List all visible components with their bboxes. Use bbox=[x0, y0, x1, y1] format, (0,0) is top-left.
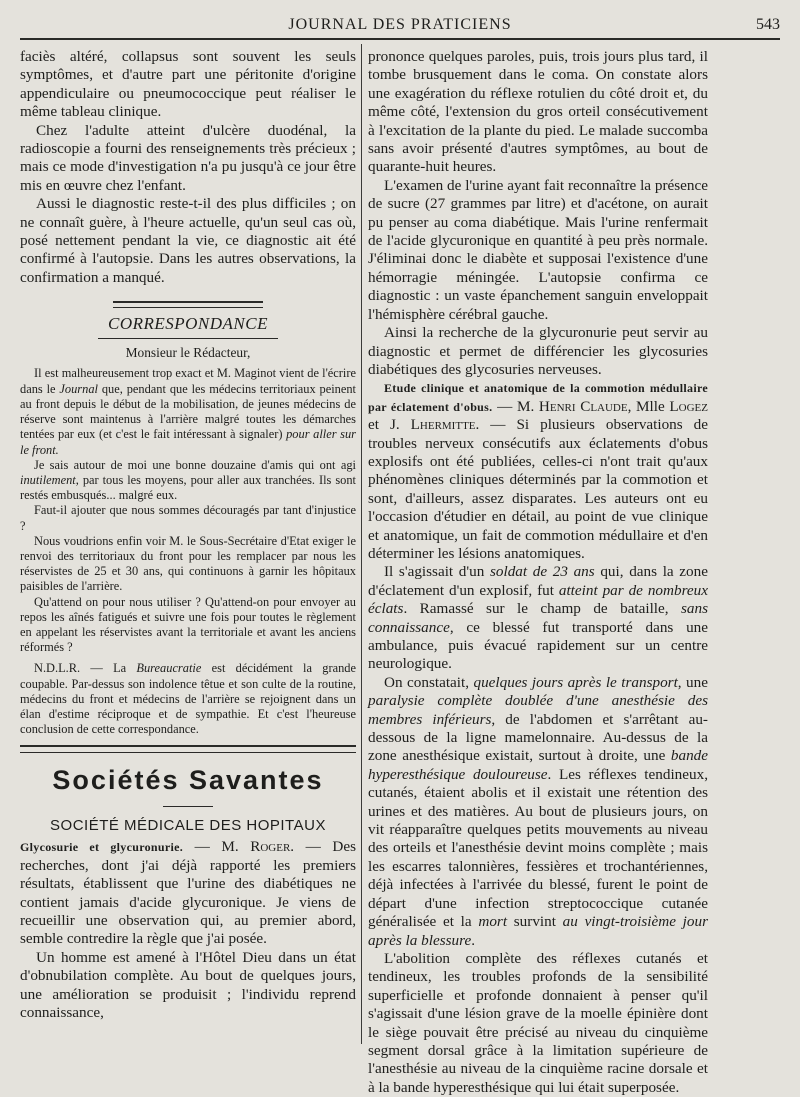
letter-paragraph: Nous voudrions enfin voir M. le Sous-Secrétaire d'Etat exiger le renvoi des territoriaux du front pour les remplacer par nous les réservistes de 25 et 30 ans, qui continuons à garnir les hôpitaux paisibles de l'arrière. bbox=[20, 533, 356, 594]
letter-paragraph: Je sais autour de moi une bonne douzaine d'amis qui ont agi inutilement, par tous les moyens, pour aller aux tranchées. Ils sont restés embusqués... malgré eux. bbox=[20, 457, 356, 503]
letter-paragraph: Faut-il ajouter que nous sommes découragés par tant d'injustice ? bbox=[20, 503, 356, 533]
communication-title: Glycosurie et glycuronurie. bbox=[20, 840, 184, 855]
communication-title: Etude clinique et anatomique de la commotion médullaire par éclatement d'obus. bbox=[368, 381, 708, 414]
right-column bbox=[368, 48, 708, 1097]
correspondence-heading: CORRESPONDANCE bbox=[108, 314, 268, 334]
heading-rule bbox=[98, 338, 278, 339]
communication-paragraph: Etude clinique et anatomique de la commotion médullaire par éclatement d'obus. — M. Henri Claude, Mlle Logez et J. Lhermitte. — Si plusieurs observations de troubles nerveux consécutifs aux éclatements d'obus explosifs ont été publiées, celles-ci n'ont trait qu'aux phénomènes cliniques déterminés par la commotion et sont, d'ailleurs, assez disparates. Les auteurs ont eu l'occasion d'étudier en détail, au point de vue clinique et anatomique, un fait de commotion médullaire et d'en déterminer les lésions anatomiques. bbox=[368, 381, 708, 562]
communication-paragraph: Glycosurie et glycuronurie. — M. Roger. — Des recherches, dont j'ai déjà rapporté les premiers résultats, établissent que l'urine des diabétiques ne contient jamais d'acide glycuronique. Je viens de recueillir une observation qui, au premier abord, semble contredire la règle que j'ai posée. bbox=[20, 838, 356, 948]
paragraph: Un homme est amené à l'Hôtel Dieu dans un état d'obnubilation complète. Au bout de quelques jours, une amélioration se produisit ; l'individu reprend connaissance, bbox=[20, 948, 356, 1022]
page-header bbox=[20, 14, 780, 40]
paragraph: prononce quelques paroles, puis, trois jours plus tard, il tombe brusquement dans le coma. On constate alors une exagération du réflexe rotulien du côté droit et, du même côté, l'extension du gros orteil consécutivement à l'excitation de la plante du pied. Le malade succomba sans avoir présenté d'autres symptômes, au bout de quarante-huit heures. bbox=[368, 48, 708, 176]
journal-title: JOURNAL DES PRATICIENS bbox=[288, 16, 512, 33]
paragraph: L'examen de l'urine ayant fait reconnaître la présence de sucre (27 grammes par litre) et d'acétone, on aurait pu penser au coma diabétique. Mais l'urine renfermait de l'acide glycuronique en quantité à peu près normale. J'éliminai donc le diabète et supposai l'existence d'une hémorragie méningée. L'autopsie confirma ce diagnostic : un vaste épanchement sanguin enveloppait l'hémisphère cérébral gauche. bbox=[368, 176, 708, 323]
salutation: Monsieur le Rédacteur, bbox=[125, 345, 251, 361]
paragraph: Chez l'adulte atteint d'ulcère duodénal, la radioscopie a fourni des renseignements très précieux ; mais ce mode d'investigation n'a pu jusqu'à ce jour être mis en œuvre chez l'enfant. bbox=[20, 121, 356, 194]
societes-heading: Sociétés Savantes bbox=[52, 765, 324, 796]
author-name: Henri Claude bbox=[538, 397, 628, 415]
page-number: 543 bbox=[756, 16, 780, 33]
section-band bbox=[20, 745, 356, 753]
author-name: Logez bbox=[669, 397, 708, 415]
section-rule bbox=[113, 301, 263, 308]
paragraph: faciès altéré, collapsus sont souvent les seuls symptômes, et d'autre part une péritonite d'origine appendiculaire ou pneumococcique peut réaliser le même tableau clinique. bbox=[20, 48, 356, 121]
editor-note: N.D.L.R. — La Bureaucratie est décidément la grande coupable. Par-dessus son indolence têtue et son culte de la routine, médecins du front et médecins de l'arrière se rejoignent dans un élan d'estime réciproque et de sympathie. Et c'est l'heureuse conclusion de cette correspondance. bbox=[20, 661, 356, 737]
paragraph: Il s'agissait d'un soldat de 23 ans qui, dans la zone d'éclatement d'un explosif, fut atteint par de nombreux éclats. Ramassé sur le champ de bataille, sans connaissance, ce blessé fut transporté dans une ambulance, puis évacué rapidement sur un centre neurologique. bbox=[368, 563, 708, 673]
left-column bbox=[20, 48, 356, 1022]
paragraph: L'abolition complète des réflexes cutanés et tendineux, les troubles profonds de la sensibilité superficielle et profonde donnaient à penser qu'il s'agissait d'une lésion grave de la moelle épinière dont le siège pouvait être précisé au niveau du cinquième segment dorsal grâce à la limitation supérieure de l'anesthésie au niveau de la cinquième racine dorsale et à la bande hyperesthésique qui lui était superposée. bbox=[368, 949, 708, 1096]
letter-paragraph: Qu'attend on pour nous utiliser ? Qu'attend-on pour envoyer au repos les aînés fatigués et suivre une fois pour toutes le règlement en appelant les réservistes avant la territoriale et avant les anciens réformés ? bbox=[20, 594, 356, 655]
letter-paragraph: Il est malheureusement trop exact et M. Maginot vient de l'écrire dans le Journal que, pendant que les médecins territoriaux peinent au front depuis le début de la mobilisation, de jeunes médecins de réserve sont maintenus à l'arrière malgré toutes les démarches tentées par eux (et c'est le fait intéressant à signaler) pour aller sur le front. bbox=[20, 366, 356, 457]
paragraph: Ainsi la recherche de la glycuronurie peut servir au diagnostic et permet de différencier les glycosuries diabétiques des glycosuries nerveuses. bbox=[368, 324, 708, 378]
paragraph: Aussi le diagnostic reste-t-il des plus difficiles ; on ne connaît guère, à l'heure actuelle, qu'un seul cas où, posé nettement pendant la vie, ce diagnostic ait été confirmé à l'autopsie. Dans les autres observations, la confirmation a manqué. bbox=[20, 195, 356, 286]
author-name: Roger bbox=[250, 838, 291, 856]
column-divider bbox=[361, 44, 362, 1044]
paragraph: On constatait, quelques jours après le transport, une paralysie complète doublée d'une anesthésie des membres inférieurs, de l'abdomen et s'arrêtant au-dessous de la ligne mamelonnaire. Au-dessus de la zone anesthésique existait, surtout à droite, une bande hyperesthésique douloureuse. Les réflexes tendineux, cutanés, étaient abolis et il existait une rétention des urines et des matières. Au bout de plusieurs jours, on vit réapparaître quelques petits mouvements au niveau des orteils et l'anesthésie devint moins complète ; mais les escarres talonnières, fessières et trochantériennes, déjà infectées à l'arrivée du blessé, furent le point de départ d'une infection streptococcique cutanée généralisée et la mort survint au vingt-troisième jour après la blessure. bbox=[368, 673, 708, 949]
society-subheading: SOCIÉTÉ MÉDICALE DES HOPITAUX bbox=[50, 817, 326, 835]
author-name: Lhermitte bbox=[410, 416, 476, 434]
correspondence-letter bbox=[20, 345, 356, 737]
heading-rule bbox=[163, 806, 213, 807]
